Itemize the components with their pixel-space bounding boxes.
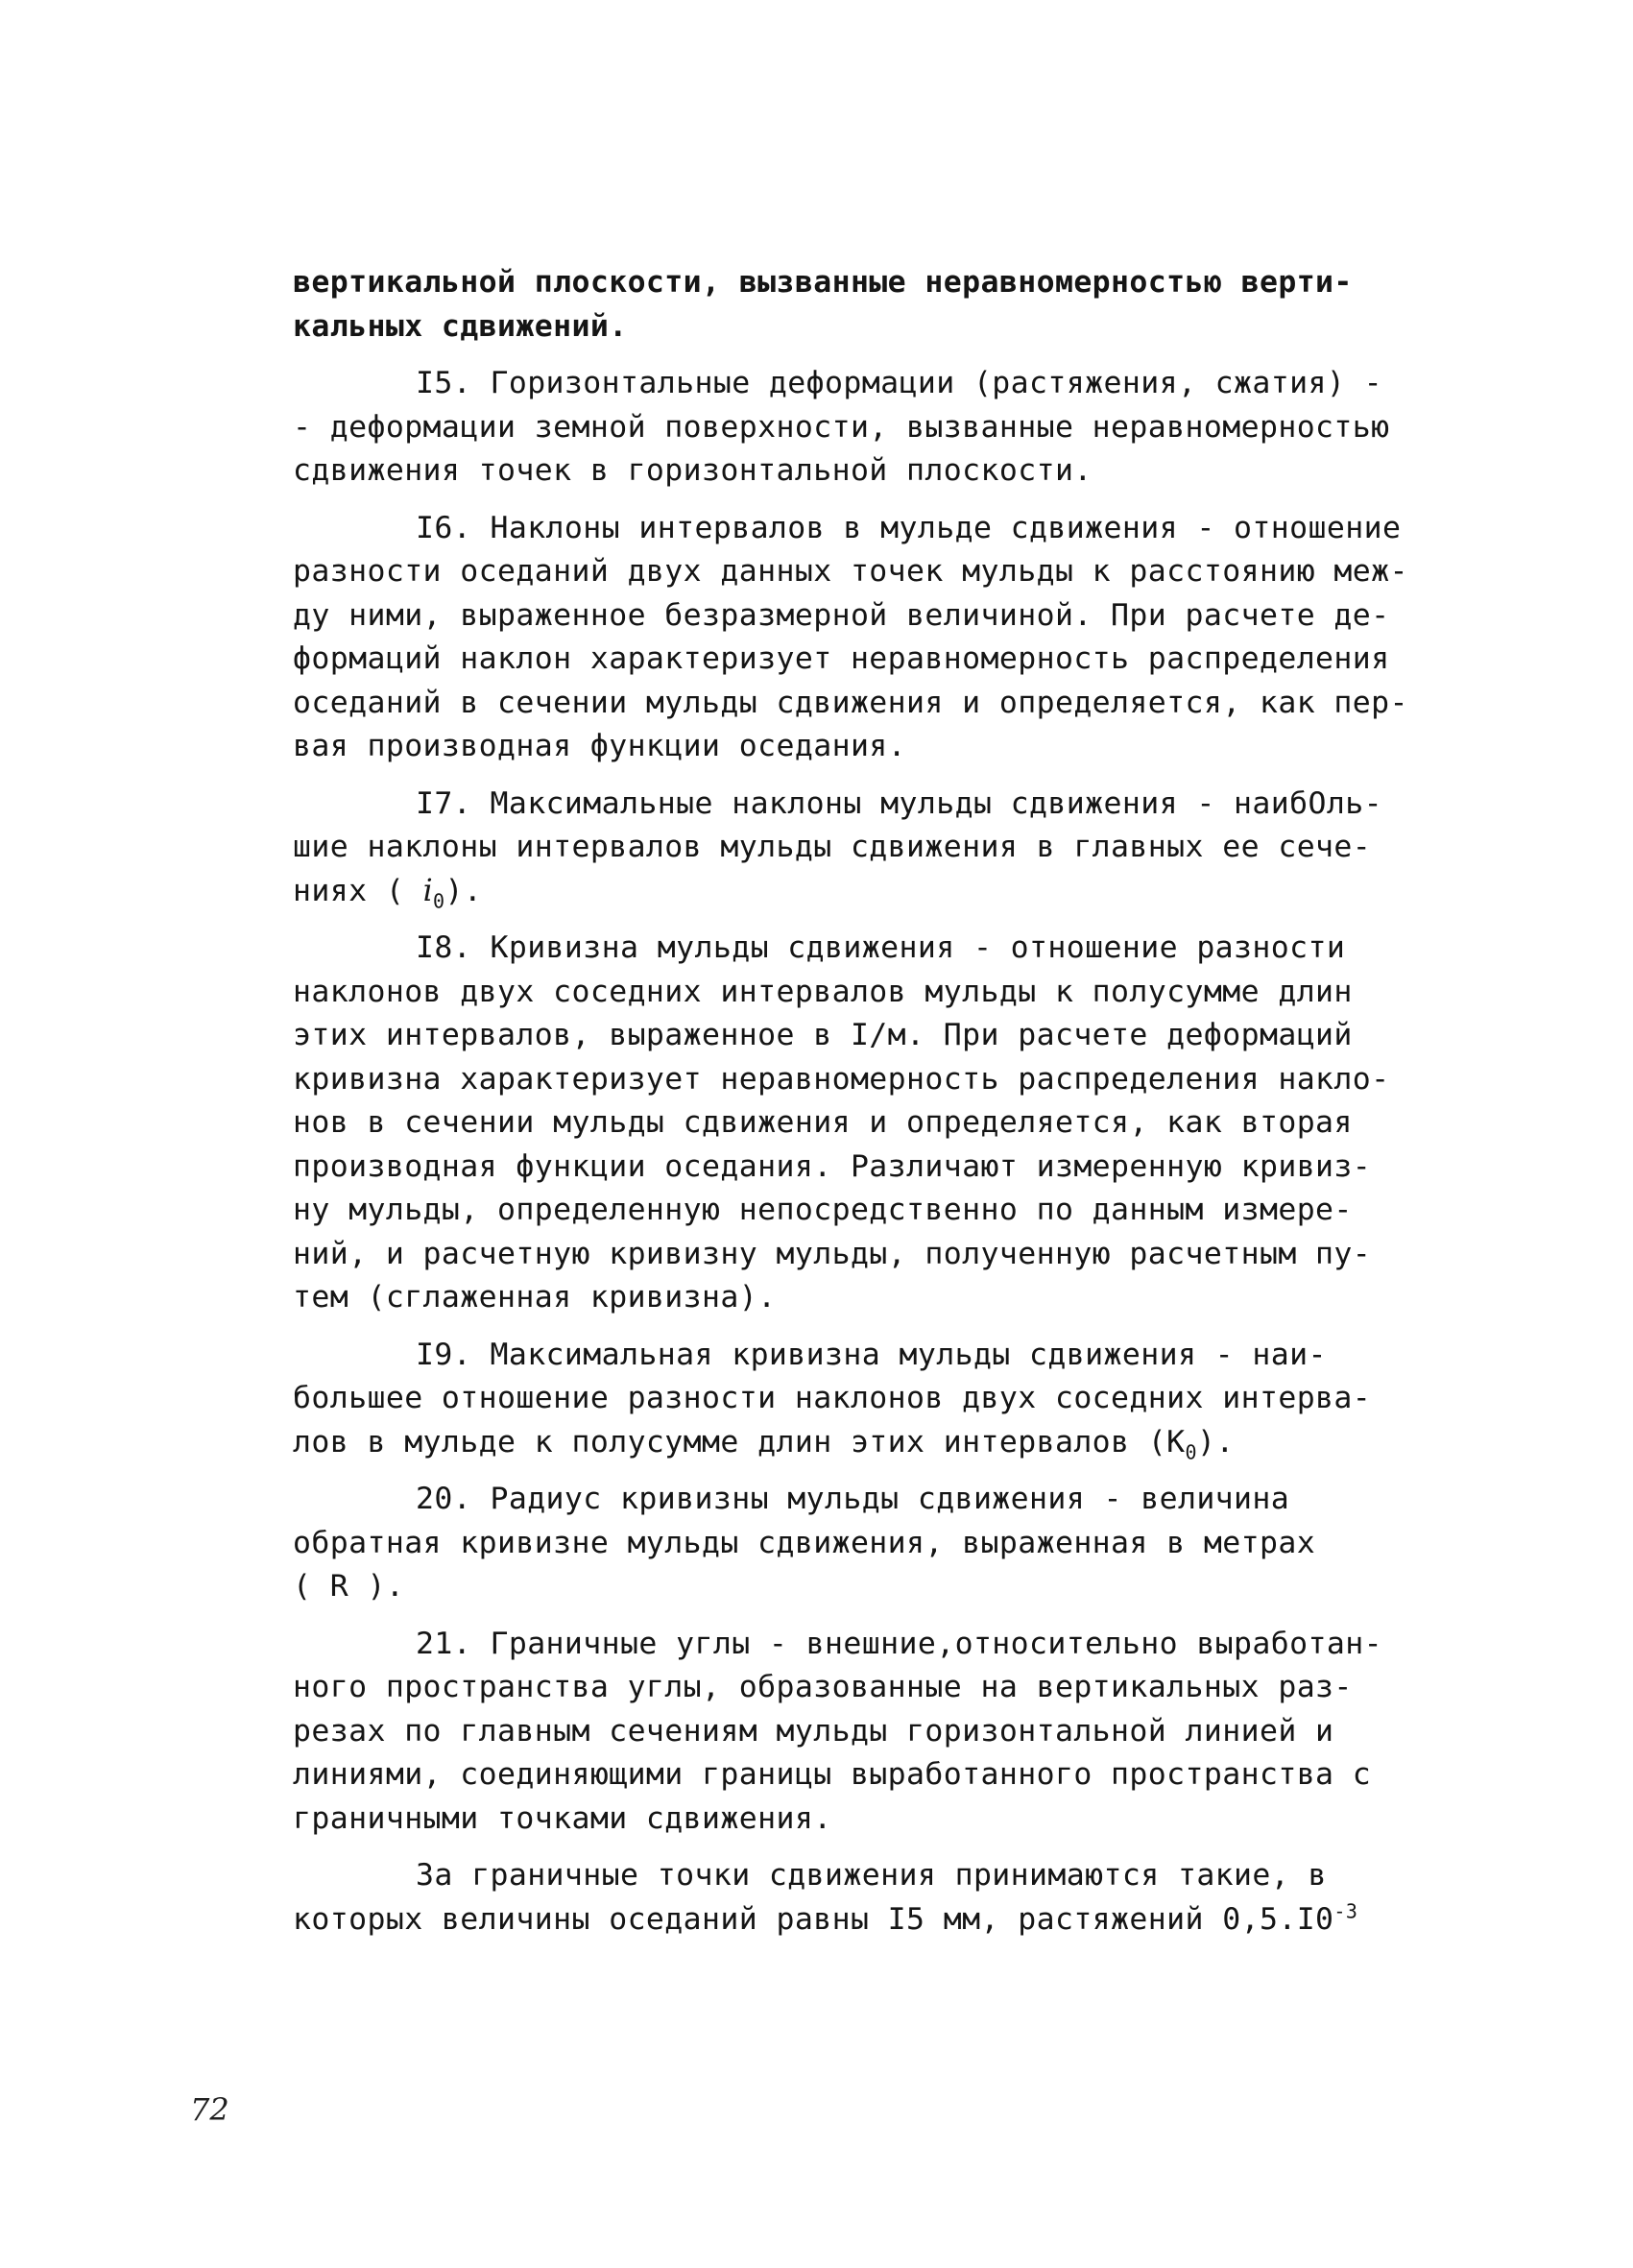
text-line: ний, и расчетную кривизну мульды, полученную расчетным пу-	[293, 1236, 1372, 1271]
slope-symbol: i	[422, 873, 434, 908]
text-line: - деформации земной поверхности, вызванные неравномерностью	[293, 409, 1390, 445]
text-fragment: которых величины оседаний равны I5 мм, растяжений 0,5.I0	[293, 1901, 1334, 1937]
symbol-subscript: 0	[1185, 1439, 1197, 1463]
text-line-with-symbol	[293, 870, 1387, 914]
text-line: ( R ).	[293, 1569, 405, 1604]
text-line: кальных сдвижений.	[293, 308, 628, 344]
text-line: кривизна характеризует неравномерность распределения накло-	[293, 1061, 1390, 1097]
text-line: разности оседаний двух данных точек мульды к расстоянию меж-	[293, 554, 1408, 589]
text-line-with-symbol	[293, 1421, 1387, 1465]
text-line: резах по главным сечениям мульды горизонтальной линией и	[293, 1713, 1334, 1749]
text-fragment: ниях (	[293, 873, 423, 908]
paragraph-16	[293, 507, 1408, 769]
symbol-subscript: 0	[433, 888, 445, 912]
text-line: большее отношение разности наклонов двух соседних интерва-	[293, 1381, 1372, 1415]
text-line: производная функции оседания. Различают измеренную кривиз-	[293, 1148, 1372, 1184]
text-line: ного пространства углы, образованные на вертикальных раз-	[293, 1670, 1353, 1704]
text-fragment: ).	[1196, 1424, 1235, 1460]
text-line: I6. Наклоны интервалов в мульде сдвижения - отношение	[416, 510, 1402, 545]
text-line: нов в сечении мульды сдвижения и определяется, как вторая	[293, 1105, 1353, 1140]
exponent-superscript: -3	[1333, 1899, 1358, 1922]
text-fragment: лов в мульде к полусумме длин этих интервалов (K	[293, 1424, 1186, 1460]
text-line: 20. Радиус кривизны мульды сдвижения - величина	[416, 1482, 1290, 1516]
text-line: I8. Кривизна мульды сдвижения - отношение разности	[416, 930, 1346, 965]
page-number: 72	[190, 2091, 229, 2128]
text-fragment: ).	[444, 873, 483, 908]
text-line: ну мульды, определенную непосредственно по данным измере-	[293, 1193, 1353, 1227]
text-line: обратная кривизне мульды сдвижения, выраженная в метрах	[293, 1525, 1316, 1560]
text-line: 21. Граничные углы - внешние,относительно выработан-	[416, 1626, 1382, 1661]
text-line: оседаний в сечении мульды сдвижения и определяется, как пер-	[293, 685, 1408, 720]
text-line: вая производная функции оседания.	[293, 729, 907, 763]
text-line: сдвижения точек в горизонтальной плоскости.	[293, 453, 1093, 488]
text-line: I5. Горизонтальные деформации (растяжения, сжатия) -	[416, 366, 1382, 400]
paragraph-20	[293, 1478, 1387, 1609]
text-line: формаций наклон характеризует неравномерность распределения	[293, 641, 1390, 676]
paragraph-17	[293, 783, 1387, 914]
paragraph-22	[293, 1854, 1387, 1942]
text-line: вертикальной плоскости, вызванные неравномерностью верти-	[293, 265, 1353, 300]
paragraph-18	[293, 927, 1390, 1320]
text-line: ду ними, выраженное безразмерной величиной. При расчете де-	[293, 597, 1390, 633]
text-line: наклонов двух соседних интервалов мульды к полусумме длин	[293, 974, 1353, 1009]
text-line-with-symbol	[293, 1898, 1387, 1942]
text-line: I7. Максимальные наклоны мульды сдвижения - наибОль-	[416, 785, 1382, 821]
text-line: I9. Максимальная кривизна мульды сдвижения - наи-	[416, 1337, 1327, 1372]
paragraph-14-continuation	[293, 261, 1387, 349]
paragraph-21	[293, 1623, 1387, 1842]
paragraph-15	[293, 362, 1390, 494]
text-line: тем (сглаженная кривизна).	[293, 1280, 777, 1315]
paragraph-19	[293, 1334, 1387, 1465]
text-line: линиями, соединяющими границы выработанного пространства с	[293, 1757, 1372, 1792]
text-line: шие наклоны интервалов мульды сдвижения в главных ее сече-	[293, 830, 1372, 864]
text-line: За граничные точки сдвижения принимаются такие, в	[416, 1858, 1327, 1893]
body-text	[293, 261, 1408, 1955]
text-line: этих интервалов, выраженное в I/м. При расчете деформаций	[293, 1018, 1353, 1052]
text-line: граничными точками сдвижения.	[293, 1800, 832, 1836]
